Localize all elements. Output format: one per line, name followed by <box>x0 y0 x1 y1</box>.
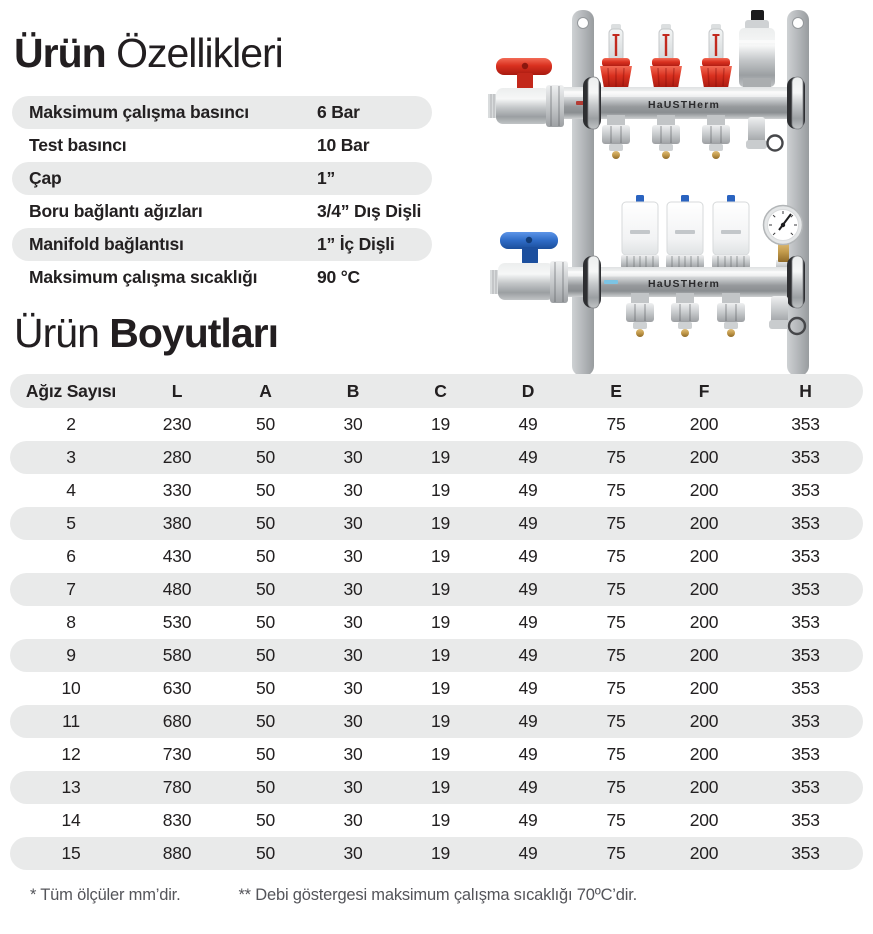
dimension-cell: 75 <box>606 513 626 533</box>
dimension-cell: 230 <box>162 414 192 434</box>
table-header-row <box>10 374 863 408</box>
dimension-cell: 50 <box>255 810 276 830</box>
dimension-cell: 30 <box>343 447 363 467</box>
features-title <box>14 30 283 76</box>
dimension-cell: 10 <box>61 678 81 698</box>
dimension-cell: 353 <box>791 546 820 566</box>
dimension-cell: 19 <box>430 645 451 665</box>
dimension-cell: 30 <box>343 843 363 863</box>
dimension-cell: 353 <box>791 612 820 632</box>
dimension-cell: 50 <box>255 480 276 500</box>
dimension-cell: 200 <box>689 513 719 533</box>
dimension-cell: 200 <box>689 579 719 599</box>
dimension-cell: 200 <box>689 645 719 665</box>
dimension-cell: 200 <box>689 612 719 632</box>
dimension-cell: 530 <box>162 612 192 632</box>
dimension-cell: 6 <box>66 546 76 566</box>
spec-label: Maksimum çalışma sıcaklığı <box>29 267 258 287</box>
table-row <box>10 738 863 771</box>
dimension-cell: 9 <box>66 645 76 665</box>
dimension-cell: 4 <box>66 480 76 500</box>
spec-value: 90 °C <box>317 267 360 287</box>
dimension-cell: 30 <box>343 513 363 533</box>
dimension-cell: 75 <box>606 480 626 500</box>
dimension-cell: 75 <box>606 612 626 632</box>
dimension-cell: 353 <box>791 678 820 698</box>
dimensions-title-strong: Boyutları <box>109 310 278 356</box>
table-row <box>10 507 863 540</box>
ball-valve-blue <box>490 232 568 303</box>
dimension-cell: 75 <box>606 414 626 434</box>
pipe-clamp <box>583 77 601 129</box>
table-row <box>10 408 863 441</box>
dimension-cell: 49 <box>518 480 538 500</box>
dimension-cell: 580 <box>162 645 192 665</box>
column-header: L <box>171 380 183 401</box>
spec-row <box>12 129 432 162</box>
dimension-cell: 11 <box>62 711 80 731</box>
dimension-cell: 30 <box>343 612 363 632</box>
spec-list <box>12 96 432 294</box>
dimension-cell: 49 <box>518 711 538 731</box>
dimension-cell: 49 <box>518 810 538 830</box>
spec-value: 3/4” Dış Dişli <box>317 201 422 221</box>
table-row <box>10 804 863 837</box>
dimension-cell: 30 <box>343 579 363 599</box>
dimension-cell: 75 <box>606 744 626 764</box>
dimension-cell: 50 <box>255 513 276 533</box>
spec-value: 1” <box>317 168 336 188</box>
dimension-cell: 30 <box>343 645 363 665</box>
pipe-brand-text: HaUSTHerm <box>647 99 721 111</box>
dimension-cell: 75 <box>606 810 626 830</box>
actuators <box>621 195 750 276</box>
dimension-cell: 19 <box>430 513 451 533</box>
dimension-cell: 50 <box>255 777 276 797</box>
dimension-cell: 75 <box>606 546 626 566</box>
dimension-cell: 50 <box>255 711 276 731</box>
dimension-cell: 780 <box>162 777 192 797</box>
top-manifold <box>488 10 805 159</box>
dimension-cell: 30 <box>343 711 363 731</box>
dimension-cell: 50 <box>255 414 276 434</box>
spec-label: Çap <box>29 168 62 188</box>
spec-row <box>12 261 432 294</box>
dimension-cell: 353 <box>791 777 820 797</box>
dimension-cell: 630 <box>162 678 192 698</box>
dimension-cell: 30 <box>343 777 363 797</box>
dimension-cell: 75 <box>606 645 626 665</box>
pipe-brand-text: HaUSTHerm <box>647 278 721 290</box>
table-row <box>10 672 863 705</box>
dimensions-title-light: Ürün <box>14 310 99 356</box>
dimension-cell: 200 <box>689 414 719 434</box>
dimension-cell: 50 <box>255 612 276 632</box>
footnote-measurements: * Tüm ölçüler mm’dir. <box>30 886 181 904</box>
bottom-manifold <box>490 195 805 337</box>
table-row <box>10 474 863 507</box>
dimension-cell: 19 <box>430 414 451 434</box>
pipe-clamp <box>787 77 805 129</box>
spec-value: 6 Bar <box>317 102 360 122</box>
spec-row <box>12 162 432 195</box>
footnote-flow-indicator: ** Debi göstergesi maksimum çalışma sıcaklığı 70ºC’dir. <box>238 886 637 904</box>
dimension-cell: 50 <box>255 678 276 698</box>
dimension-cell: 200 <box>689 711 719 731</box>
dimension-cell: 200 <box>689 843 719 863</box>
dimension-cell: 12 <box>61 744 81 764</box>
dimension-cell: 200 <box>689 447 719 467</box>
dimension-cell: 353 <box>791 513 820 533</box>
dimension-cell: 200 <box>689 744 719 764</box>
dimension-cell: 19 <box>430 480 451 500</box>
dimensions-table <box>10 374 863 870</box>
dimension-cell: 8 <box>66 612 76 632</box>
column-header: B <box>346 380 360 401</box>
dimension-cell: 50 <box>255 645 276 665</box>
dimension-cell: 50 <box>255 744 276 764</box>
dimension-cell: 19 <box>430 447 451 467</box>
dimension-cell: 5 <box>66 513 76 533</box>
pipe-clamp <box>787 256 805 308</box>
mounting-bracket-left <box>572 10 594 376</box>
dimensions-title <box>14 310 278 356</box>
table-row <box>10 441 863 474</box>
dimension-cell: 680 <box>162 711 192 731</box>
dimension-cell: 200 <box>689 810 719 830</box>
column-header: E <box>610 380 622 401</box>
dimension-cell: 30 <box>343 480 363 500</box>
dimension-cell: 75 <box>606 678 626 698</box>
column-header: Ağız Sayısı <box>25 380 117 401</box>
dimension-cell: 30 <box>343 744 363 764</box>
dimension-cell: 75 <box>606 447 626 467</box>
product-photo <box>488 4 868 376</box>
dimension-cell: 49 <box>518 645 538 665</box>
dimension-cell: 353 <box>791 414 820 434</box>
dimension-cell: 19 <box>430 843 451 863</box>
manifold-outlets <box>626 293 745 337</box>
dimension-cell: 49 <box>518 678 538 698</box>
column-header: H <box>799 380 812 401</box>
dimension-cell: 3 <box>66 447 76 467</box>
dimension-cell: 49 <box>518 546 538 566</box>
dimension-cell: 19 <box>430 546 451 566</box>
dimension-cell: 430 <box>162 546 192 566</box>
spec-row <box>12 228 432 261</box>
column-header: D <box>521 380 535 401</box>
dimension-cell: 19 <box>430 612 451 632</box>
dimension-cell: 380 <box>162 513 192 533</box>
features-title-light: Özellikleri <box>116 30 283 76</box>
table-row <box>10 573 863 606</box>
dimension-cell: 30 <box>343 678 363 698</box>
dimension-cell: 7 <box>66 579 76 599</box>
table-row <box>10 705 863 738</box>
flow-meters <box>600 24 732 88</box>
air-vent <box>739 10 775 87</box>
dimension-cell: 830 <box>162 810 192 830</box>
drain-valve <box>746 117 783 151</box>
dimension-cell: 200 <box>689 678 719 698</box>
spec-label: Maksimum çalışma basıncı <box>29 102 249 122</box>
dimension-cell: 19 <box>430 678 451 698</box>
dimension-cell: 730 <box>162 744 192 764</box>
dimension-cell: 30 <box>343 414 363 434</box>
dimension-cell: 353 <box>791 744 820 764</box>
dimension-cell: 353 <box>791 810 820 830</box>
dimension-cell: 2 <box>66 414 76 434</box>
dimension-cell: 13 <box>61 777 81 797</box>
dimension-cell: 50 <box>255 546 276 566</box>
features-title-strong: Ürün <box>14 30 106 76</box>
spec-value: 1” İç Dişli <box>317 234 395 254</box>
dimension-cell: 353 <box>791 645 820 665</box>
dimension-cell: 19 <box>430 711 451 731</box>
dimension-cell: 14 <box>61 810 81 830</box>
spec-value: 10 Bar <box>317 135 370 155</box>
dimension-cell: 75 <box>606 843 626 863</box>
spec-label: Test basıncı <box>29 135 127 155</box>
table-row <box>10 606 863 639</box>
dimension-cell: 280 <box>162 447 192 467</box>
dimension-cell: 200 <box>689 777 719 797</box>
dimension-cell: 49 <box>518 447 538 467</box>
column-header: C <box>434 380 447 401</box>
dimension-cell: 330 <box>162 480 192 500</box>
dimension-cell: 49 <box>518 414 538 434</box>
dimension-cell: 880 <box>162 843 192 863</box>
spec-row <box>12 195 432 228</box>
dimension-cell: 30 <box>343 546 363 566</box>
dimension-cell: 75 <box>606 711 626 731</box>
dimension-cell: 49 <box>518 843 538 863</box>
ball-valve-red <box>488 58 564 127</box>
table-row <box>10 837 863 870</box>
dimension-cell: 200 <box>689 480 719 500</box>
spec-row <box>12 96 432 129</box>
dimension-cell: 353 <box>791 579 820 599</box>
dimension-cell: 49 <box>518 744 538 764</box>
dimension-cell: 50 <box>255 843 276 863</box>
dimension-cell: 353 <box>791 843 820 863</box>
dimension-cell: 50 <box>255 447 276 467</box>
column-header: A <box>259 380 272 401</box>
dimension-cell: 75 <box>606 579 626 599</box>
dimension-cell: 19 <box>430 777 451 797</box>
spec-label: Manifold bağlantısı <box>29 234 184 254</box>
dimension-cell: 19 <box>430 579 451 599</box>
dimension-cell: 353 <box>791 447 820 467</box>
dimension-cell: 50 <box>255 579 276 599</box>
table-row <box>10 639 863 672</box>
dimension-cell: 30 <box>343 810 363 830</box>
dimension-cell: 353 <box>791 480 820 500</box>
dimension-cell: 49 <box>518 612 538 632</box>
dimension-cell: 19 <box>430 810 451 830</box>
table-body <box>10 408 863 870</box>
pipe-clamp <box>583 256 601 308</box>
dimension-cell: 75 <box>606 777 626 797</box>
dimension-cell: 480 <box>162 579 192 599</box>
column-header: F <box>698 380 710 401</box>
dimension-cell: 19 <box>430 744 451 764</box>
dimension-cell: 49 <box>518 579 538 599</box>
manifold-outlets <box>602 115 730 159</box>
table-row <box>10 771 863 804</box>
table-row <box>10 540 863 573</box>
dimension-cell: 49 <box>518 513 538 533</box>
dimension-cell: 15 <box>61 843 81 863</box>
dimension-cell: 49 <box>518 777 538 797</box>
spec-label: Boru bağlantı ağızları <box>29 201 203 221</box>
dimension-cell: 353 <box>791 711 820 731</box>
footnotes <box>30 886 637 905</box>
dimension-cell: 200 <box>689 546 719 566</box>
